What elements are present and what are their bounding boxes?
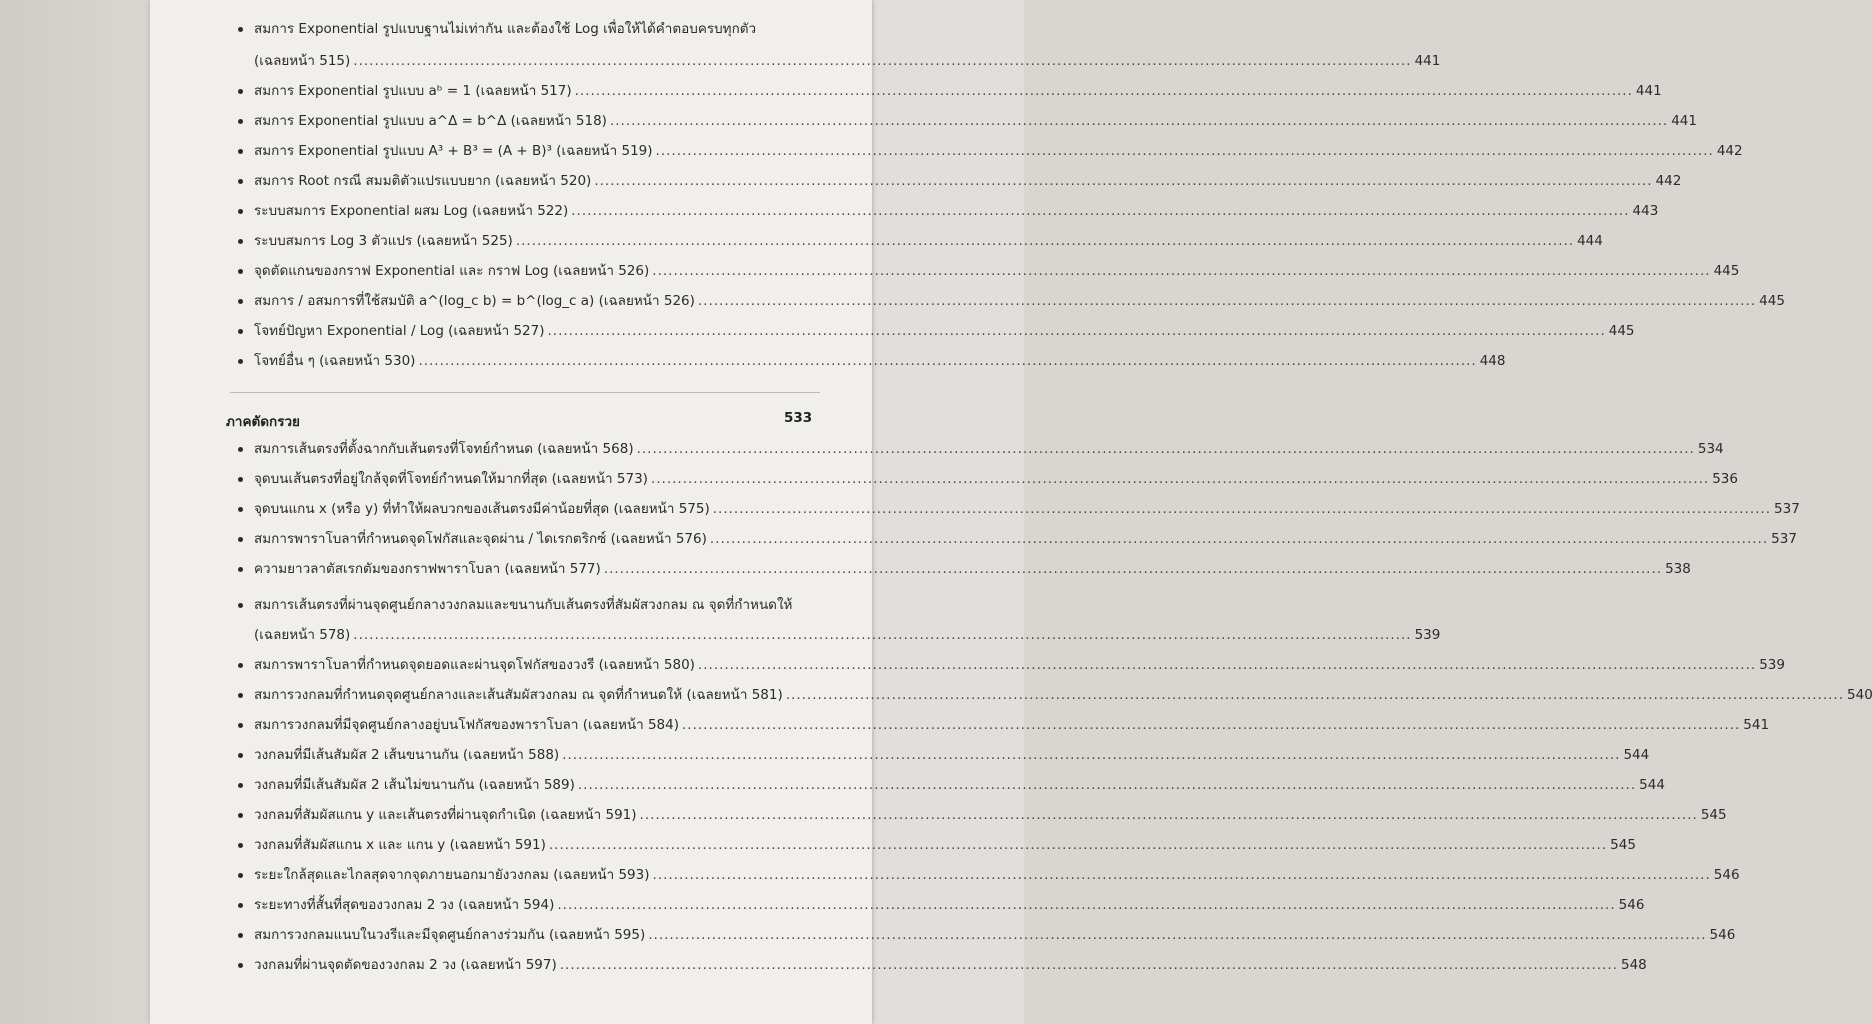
toc-entry-text: ระยะทางที่สั้นที่สุดของวงกลม 2 วง (เฉลยหน้า 594) <box>254 897 555 913</box>
dot-leader: ........................................................................................................................................................................................................ <box>697 657 1757 673</box>
dot-leader: ........................................................................................................................................................................................................ <box>655 143 1714 159</box>
toc-row <box>254 776 1665 794</box>
toc-entry-text: ระบบสมการ Exponential ผสม Log (เฉลยหน้า 522) <box>254 203 569 219</box>
section-page-number: 533 <box>784 410 813 426</box>
toc-entry-text: สมการ / อสมการที่ใช้สมบัติ a^(log_c b) = b^(log_c a) (เฉลยหน้า 526) <box>254 293 695 309</box>
dot-leader: ........................................................................................................................................................................................................ <box>594 173 1653 189</box>
toc-page-number: 445 <box>1759 293 1785 309</box>
toc-entry-text: วงกลมที่สัมผัสแกน y และเส้นตรงที่ผ่านจุดกำเนิด (เฉลยหน้า 591) <box>254 807 637 823</box>
toc-page-number: 441 <box>1414 53 1441 69</box>
toc-row <box>254 926 1736 944</box>
toc-entry-text: สมการเส้นตรงที่ผ่านจุดศูนย์กลางวงกลมและขนานกับเส้นตรงที่สัมผัสวงกลม ณ จุดที่กำหนดให้ <box>254 597 793 613</box>
toc-row <box>254 232 1603 250</box>
toc-row <box>254 112 1697 130</box>
toc-page-number: 444 <box>1577 233 1603 249</box>
toc-page-number: 448 <box>1479 353 1506 369</box>
toc-entry-text: ระยะใกล้สุดและไกลสุดจากจุดภายนอกมายังวงกลม (เฉลยหน้า 593) <box>254 867 650 883</box>
toc-page-number: 536 <box>1712 471 1738 487</box>
toc-entry-text: วงกลมที่ผ่านจุดตัดของวงกลม 2 วง (เฉลยหน้า 597) <box>254 957 557 973</box>
toc-row <box>254 836 1636 854</box>
toc-entry-text: จุดบนแกน x (หรือ y) ที่ทำให้ผลบวกของเส้นตรงมีค่าน้อยที่สุด (เฉลยหน้า 575) <box>254 501 710 517</box>
toc-entry-text: (เฉลยหน้า 578) <box>254 627 351 643</box>
toc-page-number: 546 <box>1618 897 1645 913</box>
toc-entry-text: จุดตัดแกนของกราฟ Exponential และ กราฟ Log (เฉลยหน้า 526) <box>254 263 650 279</box>
toc-row <box>254 530 1797 548</box>
section-heading: ภาคตัดกรวย <box>226 414 300 430</box>
toc-entry-text: สมการวงกลมที่กำหนดจุดศูนย์กลางและเส้นสัมผัสวงกลม ณ จุดที่กำหนดให้ (เฉลยหน้า 581) <box>254 687 783 703</box>
toc-row <box>254 716 1770 734</box>
toc-entry-text: สมการพาราโบลาที่กำหนดจุดโฟกัสและจุดผ่าน / ไดเรกตริกซ์ (เฉลยหน้า 576) <box>254 531 707 547</box>
toc-entry-text: โจทย์อื่น ๆ (เฉลยหน้า 530) <box>254 353 416 369</box>
table-of-contents <box>150 0 1873 1024</box>
toc-entry-text: วงกลมที่สัมผัสแกน x และ แกน y (เฉลยหน้า 591) <box>254 837 546 853</box>
dot-leader: ........................................................................................................................................................................................................ <box>682 717 1741 733</box>
dot-leader: ........................................................................................................................................................................................................ <box>636 441 1695 457</box>
toc-page-number: 441 <box>1671 113 1697 129</box>
book-page <box>150 0 1873 1024</box>
toc-entry-text: ระบบสมการ Log 3 ตัวแปร (เฉลยหน้า 525) <box>254 233 513 249</box>
toc-page-number: 545 <box>1700 807 1727 823</box>
dot-leader: ........................................................................................................................................................................................................ <box>515 233 1575 249</box>
toc-row <box>254 52 1441 70</box>
toc-entry-text: วงกลมที่มีเส้นสัมผัส 2 เส้นขนานกัน (เฉลยหน้า 588) <box>254 747 560 763</box>
toc-page-number: 544 <box>1623 747 1650 763</box>
toc-page-number: 548 <box>1621 957 1647 973</box>
toc-row <box>254 956 1647 974</box>
toc-entry-text: สมการ Exponential รูปแบบ A³ + B³ = (A + B)³ (เฉลยหน้า 519) <box>254 143 653 159</box>
dot-leader: ........................................................................................................................................................................................................ <box>557 897 1616 913</box>
toc-page-number: 445 <box>1713 263 1740 279</box>
dot-leader: ........................................................................................................................................................................................................ <box>577 777 1637 793</box>
toc-row <box>254 656 1785 674</box>
toc-row <box>254 202 1659 220</box>
toc-page-number: 546 <box>1713 867 1740 883</box>
toc-entry-text: จุดบนเส้นตรงที่อยู่ใกล้จุดที่โจทย์กำหนดให้มากที่สุด (เฉลยหน้า 573) <box>254 471 648 487</box>
toc-page-number: 538 <box>1665 561 1691 577</box>
toc-page-number: 442 <box>1655 173 1682 189</box>
dot-leader: ........................................................................................................................................................................................................ <box>353 53 1412 69</box>
toc-page-number: 539 <box>1414 627 1441 643</box>
section-divider <box>230 392 820 393</box>
toc-entry-text: สมการพาราโบลาที่กำหนดจุดยอดและผ่านจุดโฟกัสของวงรี (เฉลยหน้า 580) <box>254 657 695 673</box>
toc-entry-text: สมการ Exponential รูปแบบ a^Δ = b^Δ (เฉลยหน้า 518) <box>254 113 607 129</box>
toc-entry-text: (เฉลยหน้า 515) <box>254 53 351 69</box>
dot-leader: ........................................................................................................................................................................................................ <box>353 627 1412 643</box>
toc-page-number: 445 <box>1608 323 1635 339</box>
toc-row <box>254 262 1740 280</box>
dot-leader: ........................................................................................................................................................................................................ <box>652 263 1711 279</box>
toc-row <box>254 560 1691 578</box>
dot-leader: ........................................................................................................................................................................................................ <box>650 471 1710 487</box>
toc-entry-text: ความยาวลาตัสเรกตัมของกราฟพาราโบลา (เฉลยหน้า 577) <box>254 561 601 577</box>
toc-page-number: 537 <box>1771 531 1797 547</box>
dot-leader: ........................................................................................................................................................................................................ <box>562 747 1621 763</box>
toc-entry-text: โจทย์ปัญหา Exponential / Log (เฉลยหน้า 527) <box>254 323 545 339</box>
dot-leader: ........................................................................................................................................................................................................ <box>652 867 1711 883</box>
toc-page-number: 545 <box>1610 837 1636 853</box>
toc-row <box>254 866 1740 884</box>
toc-page-number: 537 <box>1774 501 1800 517</box>
dot-leader: ........................................................................................................................................................................................................ <box>574 83 1633 99</box>
toc-row <box>254 500 1800 518</box>
dot-leader: ........................................................................................................................................................................................................ <box>648 927 1707 943</box>
toc-entry-text: สมการ Exponential รูปแบบฐานไม่เท่ากัน และต้องใช้ Log เพื่อให้ได้คำตอบครบทุกตัว <box>254 21 757 37</box>
dot-leader: ........................................................................................................................................................................................................ <box>559 957 1618 973</box>
toc-entry-text: วงกลมที่มีเส้นสัมผัส 2 เส้นไม่ขนานกัน (เฉลยหน้า 589) <box>254 777 575 793</box>
dot-leader: ........................................................................................................................................................................................................ <box>709 531 1769 547</box>
dot-leader: ........................................................................................................................................................................................................ <box>571 203 1630 219</box>
dot-leader: ........................................................................................................................................................................................................ <box>639 807 1698 823</box>
toc-page-number: 443 <box>1632 203 1659 219</box>
toc-row <box>254 896 1645 914</box>
toc-entry-text: สมการเส้นตรงที่ตั้งฉากกับเส้นตรงที่โจทย์กำหนด (เฉลยหน้า 568) <box>254 441 634 457</box>
toc-row <box>254 142 1743 160</box>
dot-leader: ........................................................................................................................................................................................................ <box>548 837 1608 853</box>
toc-row <box>254 806 1727 824</box>
toc-row <box>254 82 1662 100</box>
toc-row <box>254 172 1682 190</box>
toc-entry-text: สมการวงกลมแนบในวงรีและมีจุดศูนย์กลางร่วมกัน (เฉลยหน้า 595) <box>254 927 646 943</box>
toc-row <box>254 352 1506 370</box>
toc-entry-text: สมการ Exponential รูปแบบ aᵇ = 1 (เฉลยหน้า 517) <box>254 83 572 99</box>
toc-row <box>254 292 1785 310</box>
toc-page-number: 544 <box>1639 777 1665 793</box>
background-left <box>0 0 150 1024</box>
toc-row <box>254 322 1635 340</box>
toc-row <box>254 626 1441 644</box>
toc-entry-text: สมการ Root กรณี สมมติตัวแปรแบบยาก (เฉลยหน้า 520) <box>254 173 592 189</box>
toc-page-number: 534 <box>1697 441 1724 457</box>
toc-row <box>254 440 1724 458</box>
dot-leader: ........................................................................................................................................................................................................ <box>697 293 1757 309</box>
toc-page-number: 546 <box>1709 927 1736 943</box>
dot-leader: ........................................................................................................................................................................................................ <box>418 353 1477 369</box>
dot-leader: ........................................................................................................................................................................................................ <box>603 561 1663 577</box>
toc-page-number: 539 <box>1759 657 1785 673</box>
toc-row <box>254 470 1738 488</box>
toc-page-number: 441 <box>1635 83 1662 99</box>
toc-page-number: 442 <box>1716 143 1743 159</box>
dot-leader: ........................................................................................................................................................................................................ <box>609 113 1669 129</box>
toc-row <box>254 746 1650 764</box>
toc-row <box>254 686 1873 704</box>
dot-leader: ........................................................................................................................................................................................................ <box>712 501 1772 517</box>
dot-leader: ........................................................................................................................................................................................................ <box>785 687 1845 703</box>
toc-page-number: 540 <box>1847 687 1873 703</box>
dot-leader: ........................................................................................................................................................................................................ <box>547 323 1606 339</box>
toc-entry-text: สมการวงกลมที่มีจุดศูนย์กลางอยู่บนโฟกัสของพาราโบลา (เฉลยหน้า 584) <box>254 717 679 733</box>
toc-page-number: 541 <box>1743 717 1770 733</box>
